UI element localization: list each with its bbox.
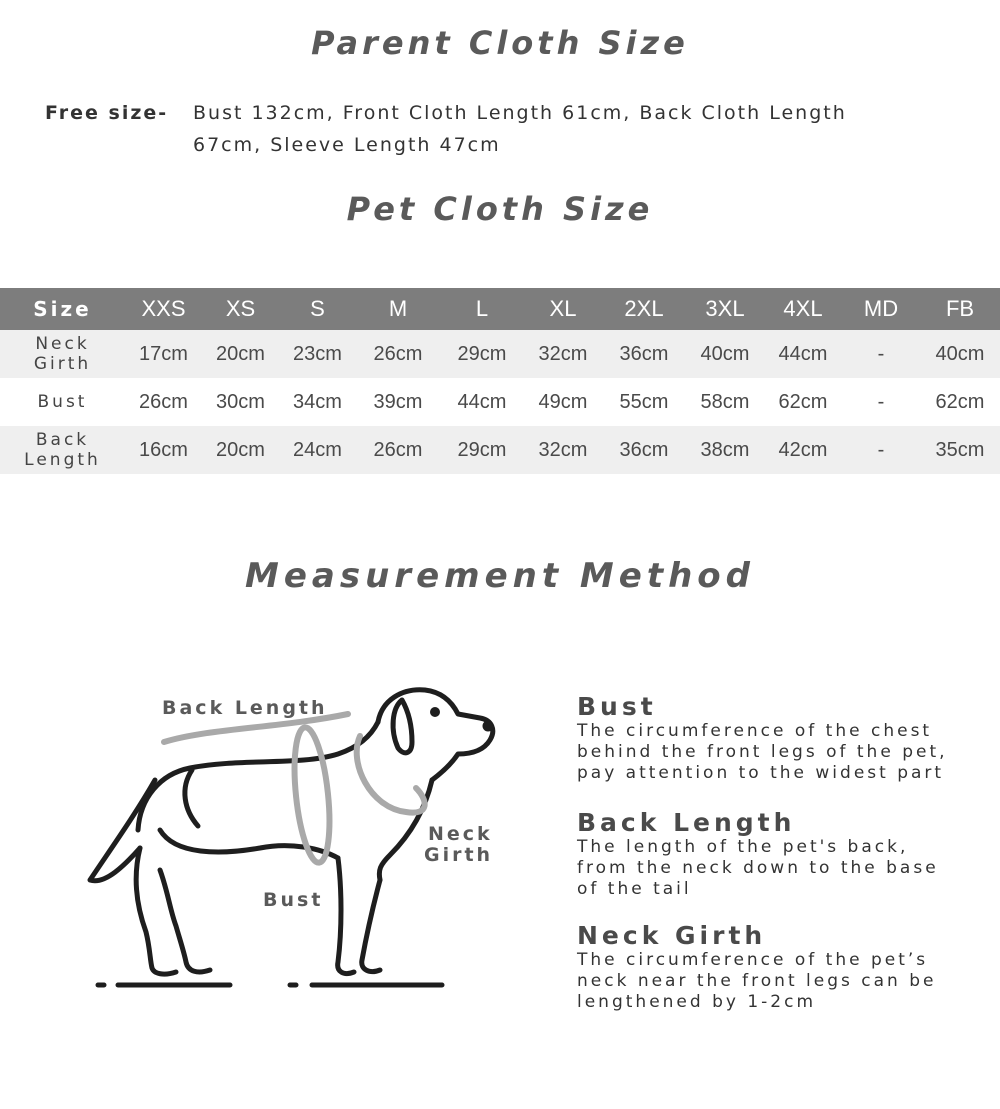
table-cell: 32cm	[524, 330, 602, 378]
header-cell: XS	[202, 288, 279, 330]
row-label: Neck Girth	[0, 330, 125, 378]
table-cell: 26cm	[356, 426, 440, 474]
table-cell: 20cm	[202, 426, 279, 474]
back-length-label: Back Length	[162, 697, 328, 719]
table-cell: 39cm	[356, 378, 440, 426]
table-cell: 42cm	[764, 426, 842, 474]
bust-label: Bust	[263, 889, 324, 911]
pet-size-table	[0, 288, 1000, 474]
table-row	[0, 378, 1000, 426]
table-row	[0, 330, 1000, 378]
table-cell: 24cm	[279, 426, 356, 474]
table-cell: 62cm	[764, 378, 842, 426]
header-cell: Size	[0, 288, 125, 330]
table-cell: 17cm	[125, 330, 202, 378]
neck-girth-guide	[357, 736, 425, 813]
table-cell: 20cm	[202, 330, 279, 378]
table-cell: 26cm	[125, 378, 202, 426]
table-cell: 44cm	[764, 330, 842, 378]
dog-measurement-diagram	[80, 670, 550, 1000]
table-cell: 35cm	[920, 426, 1000, 474]
table-cell: 29cm	[440, 330, 524, 378]
parent-size-info	[45, 97, 995, 156]
table-cell: 62cm	[920, 378, 1000, 426]
table-cell: 58cm	[686, 378, 764, 426]
neck-girth-heading: Neck Girth	[577, 921, 767, 950]
table-header-row	[0, 288, 1000, 330]
measurement-method-title: Measurement Method	[245, 556, 755, 596]
table-cell: 40cm	[920, 330, 1000, 378]
table-row	[0, 426, 1000, 474]
row-label: Back Length	[0, 426, 125, 474]
neck-girth-text: The circumference of the pet’s neck near the front legs can be lengthened by 1-2cm	[577, 950, 937, 1012]
table-cell: -	[842, 426, 920, 474]
header-cell: FB	[920, 288, 1000, 330]
back-length-heading: Back Length	[577, 808, 796, 837]
neck-girth-description	[577, 921, 997, 1013]
bust-heading: Bust	[577, 692, 657, 721]
header-cell: S	[279, 288, 356, 330]
parent-size-line-1: Bust 132cm, Front Cloth Length 61cm, Back Cloth Length	[193, 102, 847, 124]
table-cell: 36cm	[602, 426, 686, 474]
table-cell: 23cm	[279, 330, 356, 378]
row-label: Bust	[0, 378, 125, 426]
table-cell: 16cm	[125, 426, 202, 474]
bust-description	[577, 692, 997, 784]
back-length-text: The length of the pet's back, from the neck down to the base of the tail	[577, 837, 939, 899]
header-cell: 4XL	[764, 288, 842, 330]
neck-girth-label-line-2: Girth	[424, 844, 494, 866]
table-cell: 38cm	[686, 426, 764, 474]
table-cell: 30cm	[202, 378, 279, 426]
header-cell: 3XL	[686, 288, 764, 330]
table-cell: 32cm	[524, 426, 602, 474]
table-cell: -	[842, 378, 920, 426]
header-cell: MD	[842, 288, 920, 330]
bust-text: The circumference of the chest behind the front legs of the pet, pay attention to the widest part	[577, 721, 948, 783]
table-cell: 29cm	[440, 426, 524, 474]
table-cell: -	[842, 330, 920, 378]
table-cell: 40cm	[686, 330, 764, 378]
table-cell: 44cm	[440, 378, 524, 426]
header-cell: XXS	[125, 288, 202, 330]
table-cell: 49cm	[524, 378, 602, 426]
parent-size-line-2: 67cm, Sleeve Length 47cm	[193, 134, 501, 156]
table-cell: 36cm	[602, 330, 686, 378]
pet-cloth-size-title: Pet Cloth Size	[346, 190, 654, 228]
table-cell: 55cm	[602, 378, 686, 426]
table-cell: 34cm	[279, 378, 356, 426]
bust-guide	[289, 726, 335, 865]
header-cell: L	[440, 288, 524, 330]
measurement-guides	[164, 714, 425, 864]
header-cell: M	[356, 288, 440, 330]
table-cell: 26cm	[356, 330, 440, 378]
back-length-description	[577, 808, 997, 900]
header-cell: 2XL	[602, 288, 686, 330]
header-cell: XL	[524, 288, 602, 330]
parent-cloth-size-title: Parent Cloth Size	[311, 24, 689, 62]
neck-girth-label-line-1: Neck	[428, 823, 493, 845]
free-size-label: Free size-	[45, 102, 169, 124]
